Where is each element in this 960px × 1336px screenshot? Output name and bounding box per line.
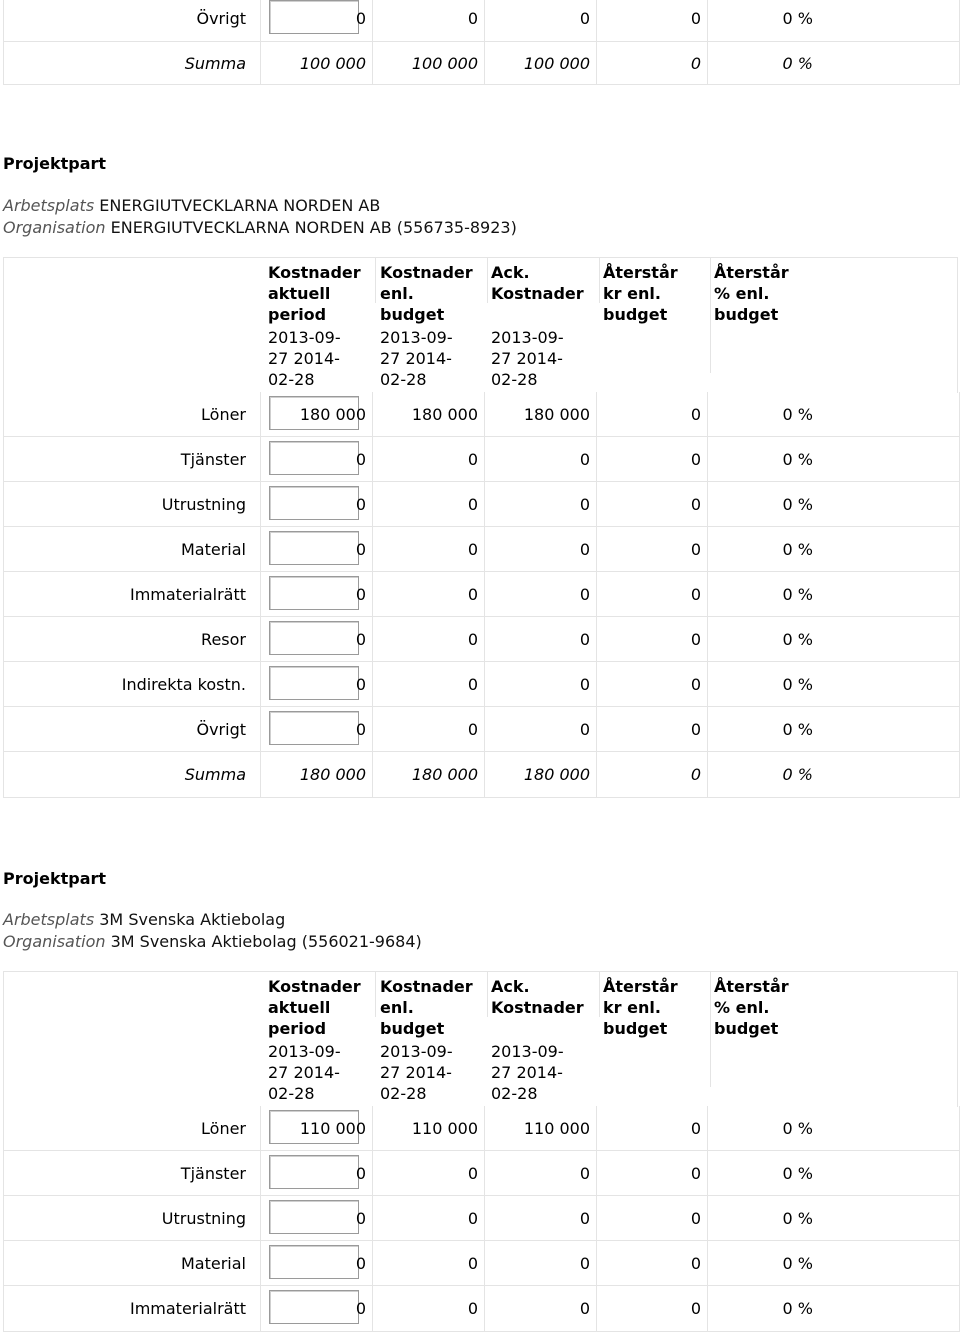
table-header bbox=[3, 257, 958, 393]
cost-input[interactable] bbox=[269, 666, 359, 700]
row-label: Tjänster bbox=[4, 437, 261, 481]
budget-cell: 0 bbox=[373, 0, 485, 41]
header-cost-budget: Kostnader enl. budget 2013-09- 27 2014- 02-28 bbox=[380, 263, 473, 389]
header-ack-cost: Ack. Kostnader 2013-09- 27 2014- 02-28 bbox=[491, 263, 584, 389]
row-label: Indirekta kostn. bbox=[4, 662, 261, 706]
ack-cell: 0 bbox=[485, 662, 597, 706]
cost-period-cell[interactable]: 0 bbox=[261, 482, 373, 526]
remaining-kr-cell: 0 bbox=[597, 437, 708, 481]
organisation-key: Organisation bbox=[3, 218, 106, 237]
cost-period-cell[interactable]: 0 bbox=[261, 662, 373, 706]
row-label: Övrigt bbox=[4, 707, 261, 751]
budget-cell: 0 bbox=[373, 1151, 485, 1195]
remaining-kr-cell: 0 bbox=[597, 1151, 708, 1195]
arbetsplats-line bbox=[3, 909, 285, 931]
row-label: Immaterialrätt bbox=[4, 1286, 261, 1331]
table-row bbox=[4, 0, 959, 42]
table-header bbox=[3, 971, 958, 1107]
arbetsplats-value: ENERGIUTVECKLARNA NORDEN AB bbox=[99, 196, 381, 215]
remaining-pct-cell: 0 % bbox=[782, 765, 813, 784]
budget-cell: 0 bbox=[373, 572, 485, 616]
ack-cell: 100 000 bbox=[485, 42, 597, 84]
cost-input[interactable] bbox=[269, 1155, 359, 1189]
organisation-line bbox=[3, 931, 422, 953]
table-row bbox=[4, 617, 959, 662]
header-remaining-kr: Återstår kr enl. budget bbox=[603, 977, 678, 1038]
cost-period-cell[interactable]: 110 000 bbox=[261, 1106, 373, 1150]
table-row bbox=[4, 482, 959, 527]
cost-period-cell[interactable]: 0 bbox=[261, 0, 373, 41]
cost-period-cell[interactable]: 0 bbox=[261, 707, 373, 751]
header-ack-cost: Ack. Kostnader 2013-09- 27 2014- 02-28 bbox=[491, 977, 584, 1103]
remaining-kr-cell: 0 bbox=[597, 392, 708, 436]
cost-input[interactable] bbox=[269, 576, 359, 610]
header-cost-budget: Kostnader enl. budget 2013-09- 27 2014- 02-28 bbox=[380, 977, 473, 1103]
organisation-value: ENERGIUTVECKLARNA NORDEN AB (556735-8923) bbox=[110, 218, 517, 237]
budget-cell: 0 bbox=[373, 437, 485, 481]
row-label: Löner bbox=[4, 392, 261, 436]
cost-period-cell: 100 000 bbox=[261, 42, 373, 84]
row-label: Summa bbox=[4, 752, 261, 797]
budget-table-top bbox=[3, 0, 960, 85]
ack-cell: 0 bbox=[485, 527, 597, 571]
table-row bbox=[4, 437, 959, 482]
cost-period-cell[interactable]: 180 000 bbox=[261, 392, 373, 436]
table-row bbox=[4, 572, 959, 617]
remaining-kr-cell: 0 bbox=[597, 572, 708, 616]
budget-cell: 0 bbox=[373, 482, 485, 526]
sum-row bbox=[4, 42, 959, 84]
remaining-pct-cell: 0 % bbox=[782, 1208, 813, 1228]
row-label: Löner bbox=[4, 1106, 261, 1150]
section-title: Projektpart bbox=[3, 869, 107, 888]
cost-input[interactable] bbox=[269, 0, 359, 34]
section-title: Projektpart bbox=[3, 154, 107, 173]
header-cost-period: Kostnader aktuell period 2013-09- 27 2014- 02-28 bbox=[268, 263, 361, 389]
table-row bbox=[4, 1151, 959, 1196]
ack-cell: 0 bbox=[485, 617, 597, 661]
ack-cell: 180 000 bbox=[485, 752, 597, 797]
organisation-line bbox=[3, 217, 517, 239]
ack-cell: 0 bbox=[485, 572, 597, 616]
ack-cell: 110 000 bbox=[485, 1106, 597, 1150]
budget-cell: 0 bbox=[373, 1241, 485, 1285]
ack-cell: 0 bbox=[485, 1151, 597, 1195]
remaining-pct-cell: 0 % bbox=[782, 584, 813, 604]
cost-period-cell[interactable]: 0 bbox=[261, 1241, 373, 1285]
budget-cell: 0 bbox=[373, 1286, 485, 1331]
ack-cell: 0 bbox=[485, 1286, 597, 1331]
row-label: Summa bbox=[4, 42, 261, 84]
table-row bbox=[4, 662, 959, 707]
table-row bbox=[4, 392, 959, 437]
budget-cell: 0 bbox=[373, 617, 485, 661]
budget-cell: 0 bbox=[373, 707, 485, 751]
remaining-pct-cell: 0 % bbox=[782, 539, 813, 559]
ack-cell: 180 000 bbox=[485, 392, 597, 436]
ack-cell: 0 bbox=[485, 1241, 597, 1285]
remaining-kr-cell: 0 bbox=[597, 0, 708, 41]
budget-cell: 180 000 bbox=[373, 752, 485, 797]
row-label: Utrustning bbox=[4, 482, 261, 526]
row-label: Resor bbox=[4, 617, 261, 661]
budget-cell: 0 bbox=[373, 1196, 485, 1240]
table-row bbox=[4, 1196, 959, 1241]
cost-period-cell[interactable]: 0 bbox=[261, 1286, 373, 1331]
table-row bbox=[4, 527, 959, 572]
table-row bbox=[4, 707, 959, 752]
remaining-kr-cell: 0 bbox=[597, 752, 708, 797]
cost-period-cell: 180 000 bbox=[261, 752, 373, 797]
cost-input[interactable] bbox=[269, 486, 359, 520]
remaining-pct-cell: 0 % bbox=[782, 53, 813, 73]
budget-table-1 bbox=[3, 392, 960, 798]
table-row bbox=[4, 1286, 959, 1331]
cost-input[interactable] bbox=[269, 531, 359, 565]
row-label: Material bbox=[4, 527, 261, 571]
row-label: Tjänster bbox=[4, 1151, 261, 1195]
row-label: Utrustning bbox=[4, 1196, 261, 1240]
arbetsplats-key: Arbetsplats bbox=[3, 910, 95, 929]
cost-period-cell[interactable]: 0 bbox=[261, 527, 373, 571]
cost-period-cell[interactable]: 0 bbox=[261, 1196, 373, 1240]
remaining-kr-cell: 0 bbox=[597, 1286, 708, 1331]
header-cost-period: Kostnader aktuell period 2013-09- 27 2014- 02-28 bbox=[268, 977, 361, 1103]
remaining-pct-cell: 0 % bbox=[782, 404, 813, 424]
arbetsplats-value: 3M Svenska Aktiebolag bbox=[99, 910, 286, 929]
header-remaining-pct: Återstår % enl. budget bbox=[714, 263, 789, 324]
ack-cell: 0 bbox=[485, 1196, 597, 1240]
budget-cell: 180 000 bbox=[373, 392, 485, 436]
remaining-kr-cell: 0 bbox=[597, 1106, 708, 1150]
budget-cell: 0 bbox=[373, 662, 485, 706]
remaining-kr-cell: 0 bbox=[597, 527, 708, 571]
remaining-kr-cell: 0 bbox=[597, 482, 708, 526]
remaining-pct-cell: 0 % bbox=[782, 1163, 813, 1183]
cost-input[interactable] bbox=[269, 1290, 359, 1324]
row-label: Övrigt bbox=[4, 0, 261, 41]
remaining-pct-cell: 0 % bbox=[782, 1118, 813, 1138]
arbetsplats-key: Arbetsplats bbox=[3, 196, 95, 215]
remaining-kr-cell: 0 bbox=[597, 662, 708, 706]
cost-period-cell[interactable]: 0 bbox=[261, 437, 373, 481]
remaining-kr-cell: 0 bbox=[597, 617, 708, 661]
ack-cell: 0 bbox=[485, 707, 597, 751]
row-label: Material bbox=[4, 1241, 261, 1285]
arbetsplats-line bbox=[3, 195, 380, 217]
remaining-pct-cell: 0 % bbox=[782, 494, 813, 514]
cost-period-cell[interactable]: 0 bbox=[261, 572, 373, 616]
ack-cell: 0 bbox=[485, 437, 597, 481]
cost-input[interactable] bbox=[269, 441, 359, 475]
sum-row bbox=[4, 752, 959, 797]
organisation-value: 3M Svenska Aktiebolag (556021-9684) bbox=[110, 932, 422, 951]
cost-period-cell[interactable]: 0 bbox=[261, 617, 373, 661]
remaining-pct-cell: 0 % bbox=[782, 1299, 813, 1318]
header-remaining-kr: Återstår kr enl. budget bbox=[603, 263, 678, 324]
row-label: Immaterialrätt bbox=[4, 572, 261, 616]
budget-cell: 110 000 bbox=[373, 1106, 485, 1150]
remaining-kr-cell: 0 bbox=[597, 42, 708, 84]
remaining-pct-cell: 0 % bbox=[782, 719, 813, 739]
budget-cell: 0 bbox=[373, 527, 485, 571]
remaining-kr-cell: 0 bbox=[597, 1196, 708, 1240]
table-row bbox=[4, 1106, 959, 1151]
ack-cell: 0 bbox=[485, 0, 597, 41]
remaining-kr-cell: 0 bbox=[597, 707, 708, 751]
cost-input[interactable] bbox=[269, 1200, 359, 1234]
cost-input[interactable] bbox=[269, 711, 359, 745]
remaining-kr-cell: 0 bbox=[597, 1241, 708, 1285]
header-remaining-pct: Återstår % enl. budget bbox=[714, 977, 789, 1038]
table-row bbox=[4, 1241, 959, 1286]
budget-table-2 bbox=[3, 1106, 960, 1332]
cost-input[interactable] bbox=[269, 621, 359, 655]
organisation-key: Organisation bbox=[3, 932, 106, 951]
remaining-pct-cell: 0 % bbox=[782, 629, 813, 649]
cost-input[interactable] bbox=[269, 1245, 359, 1279]
remaining-pct-cell: 0 % bbox=[782, 674, 813, 694]
ack-cell: 0 bbox=[485, 482, 597, 526]
remaining-pct-cell: 0 % bbox=[782, 1253, 813, 1273]
cost-period-cell[interactable]: 0 bbox=[261, 1151, 373, 1195]
remaining-pct-cell: 0 % bbox=[782, 449, 813, 469]
budget-cell: 100 000 bbox=[373, 42, 485, 84]
remaining-pct-cell: 0 % bbox=[782, 9, 813, 28]
